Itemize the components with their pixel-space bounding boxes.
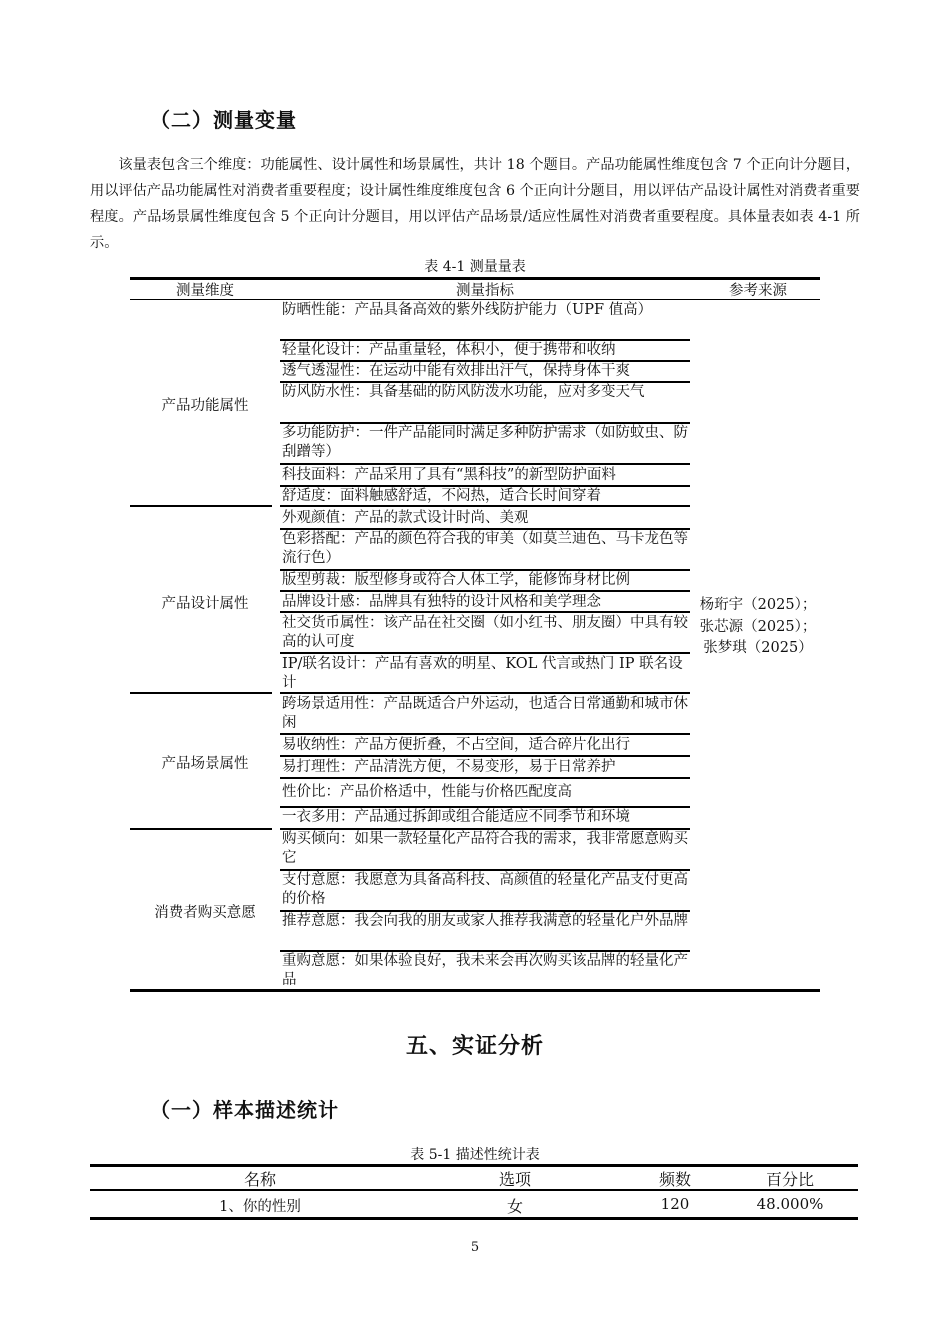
row-divider	[280, 590, 690, 592]
dimension-divider	[130, 692, 272, 694]
indicator-item: 易打理性：产品清洗方便，不易变形，易于日常养护	[282, 759, 616, 775]
indicator-item: 推荐意愿：我会向我的朋友或家人推荐我满意的轻量化户外品牌	[282, 913, 688, 929]
indicator-item: 购买倾向：如果一款轻量化产品符合我的需求，我非常愿意购买它	[282, 831, 688, 866]
dimension-purchase-intention: 消费者购买意愿	[154, 905, 256, 921]
intro-paragraph: 该量表包含三个维度：功能属性、设计属性和场景属性，共计 18 个题目。产品功能属性维度包含 7 个正向计分题目，用以评估产品功能属性对消费者重要程度；设计属性维度维度包含 6 个正向计分题目，用以评估产品设计属性对消费者重要程度。产品场景属性维度包含 5 个正向计分题目，用以评估产品场景/适应性属性对消费者重要程度。具体量表如表 4-1 所示。	[90, 157, 860, 251]
dimension-divider	[130, 505, 272, 507]
dimension-function: 产品功能属性	[161, 398, 249, 414]
reference-source: 杨珩宇（2025）；张芯源（2025）；张梦琪（2025）	[699, 597, 817, 656]
chapter-heading-empirical: 五、实证分析	[405, 1034, 544, 1059]
measurement-table	[130, 277, 820, 991]
row-divider	[280, 463, 690, 465]
indicator-item: 多功能防护：一件产品能同时满足多种防护需求（如防蚊虫、防刮蹭等）	[282, 425, 688, 460]
indicator-item: 舒适度：面料触感舒适，不闷热，适合长时间穿着	[282, 488, 601, 504]
row-divider	[280, 611, 690, 613]
indicator-item: 跨场景适用性：产品既适合户外运动，也适合日常通勤和城市休闲	[282, 696, 688, 731]
section-heading-measurement: （二）测量变量	[150, 108, 297, 132]
indicator-item: 防风防水性：具备基础的防风防泼水功能，应对多变天气	[282, 384, 645, 400]
indicator-item: 易收纳性：产品方便折叠，不占空间，适合碎片化出行	[282, 737, 630, 753]
indicator-item: 品牌设计感：品牌具有独特的设计风格和美学理念	[282, 594, 601, 610]
indicator-item: 性价比：产品价格适中，性能与价格匹配度高	[282, 784, 572, 800]
row-divider	[280, 733, 690, 735]
header-indicator: 测量指标	[456, 283, 514, 299]
header-dimension: 测量维度	[176, 283, 234, 299]
row-divider	[280, 652, 690, 654]
indicator-item: 防晒性能：产品具备高效的紫外线防护能力（UPF 值高）	[282, 302, 653, 318]
table-4-1-caption: 表 4-1 测量量表	[424, 259, 526, 275]
row-divider	[280, 777, 690, 779]
header-source: 参考来源	[729, 283, 787, 299]
indicator-item: 科技面料：产品采用了具有“黑科技”的新型防护面料	[282, 467, 616, 483]
dimension-design: 产品设计属性	[161, 596, 249, 612]
row-divider	[280, 755, 690, 757]
table-cell-name: 1、你的性别	[219, 1199, 301, 1215]
table-bottom-rule	[90, 1217, 858, 1220]
indicator-item: 透气透湿性：在运动中能有效排出汗气，保持身体干爽	[282, 363, 630, 379]
indicator-item: 版型剪裁：版型修身或符合人体工学，能修饰身材比例	[282, 572, 630, 588]
row-divider	[280, 692, 690, 694]
indicator-item: 轻量化设计：产品重量轻，体积小，便于携带和收纳	[282, 342, 616, 358]
table-cell-frequency: 120	[660, 1195, 690, 1213]
indicator-item: 外观颜值：产品的款式设计时尚、美观	[282, 510, 529, 526]
indicator-item: 社交货币属性：该产品在社交圈（如小红书、朋友圈）中具有较高的认可度	[282, 615, 688, 650]
row-divider	[280, 505, 690, 507]
indicator-item: IP/联名设计：产品有喜欢的明星、KOL 代言或热门 IP 联名设计	[282, 656, 683, 691]
table-cell-option: 女	[506, 1197, 523, 1216]
table-5-1-caption: 表 5-1 描述性统计表	[410, 1147, 540, 1163]
dimension-divider	[130, 828, 272, 830]
table-cell-percent: 48.000%	[756, 1195, 824, 1213]
indicator-item: 重购意愿：如果体验良好，我未来会再次购买该品牌的轻量化产品	[282, 953, 688, 988]
header-percent: 百分比	[765, 1170, 814, 1189]
descriptive-table	[90, 1164, 858, 1220]
header-frequency: 频数	[658, 1170, 691, 1189]
section-heading-sample: （一）样本描述统计	[150, 1098, 339, 1122]
header-name: 名称	[243, 1170, 276, 1189]
dimension-scene: 产品场景属性	[161, 756, 249, 772]
header-option: 选项	[498, 1170, 531, 1189]
page-number: 5	[470, 1240, 480, 1255]
indicator-item: 支付意愿：我愿意为具备高科技、高颜值的轻量化产品支付更高的价格	[282, 872, 688, 907]
indicator-item: 一衣多用：产品通过拆卸或组合能适应不同季节和环境	[282, 809, 630, 825]
indicator-item: 色彩搭配：产品的颜色符合我的审美（如莫兰迪色、马卡龙色等流行色）	[282, 531, 688, 566]
